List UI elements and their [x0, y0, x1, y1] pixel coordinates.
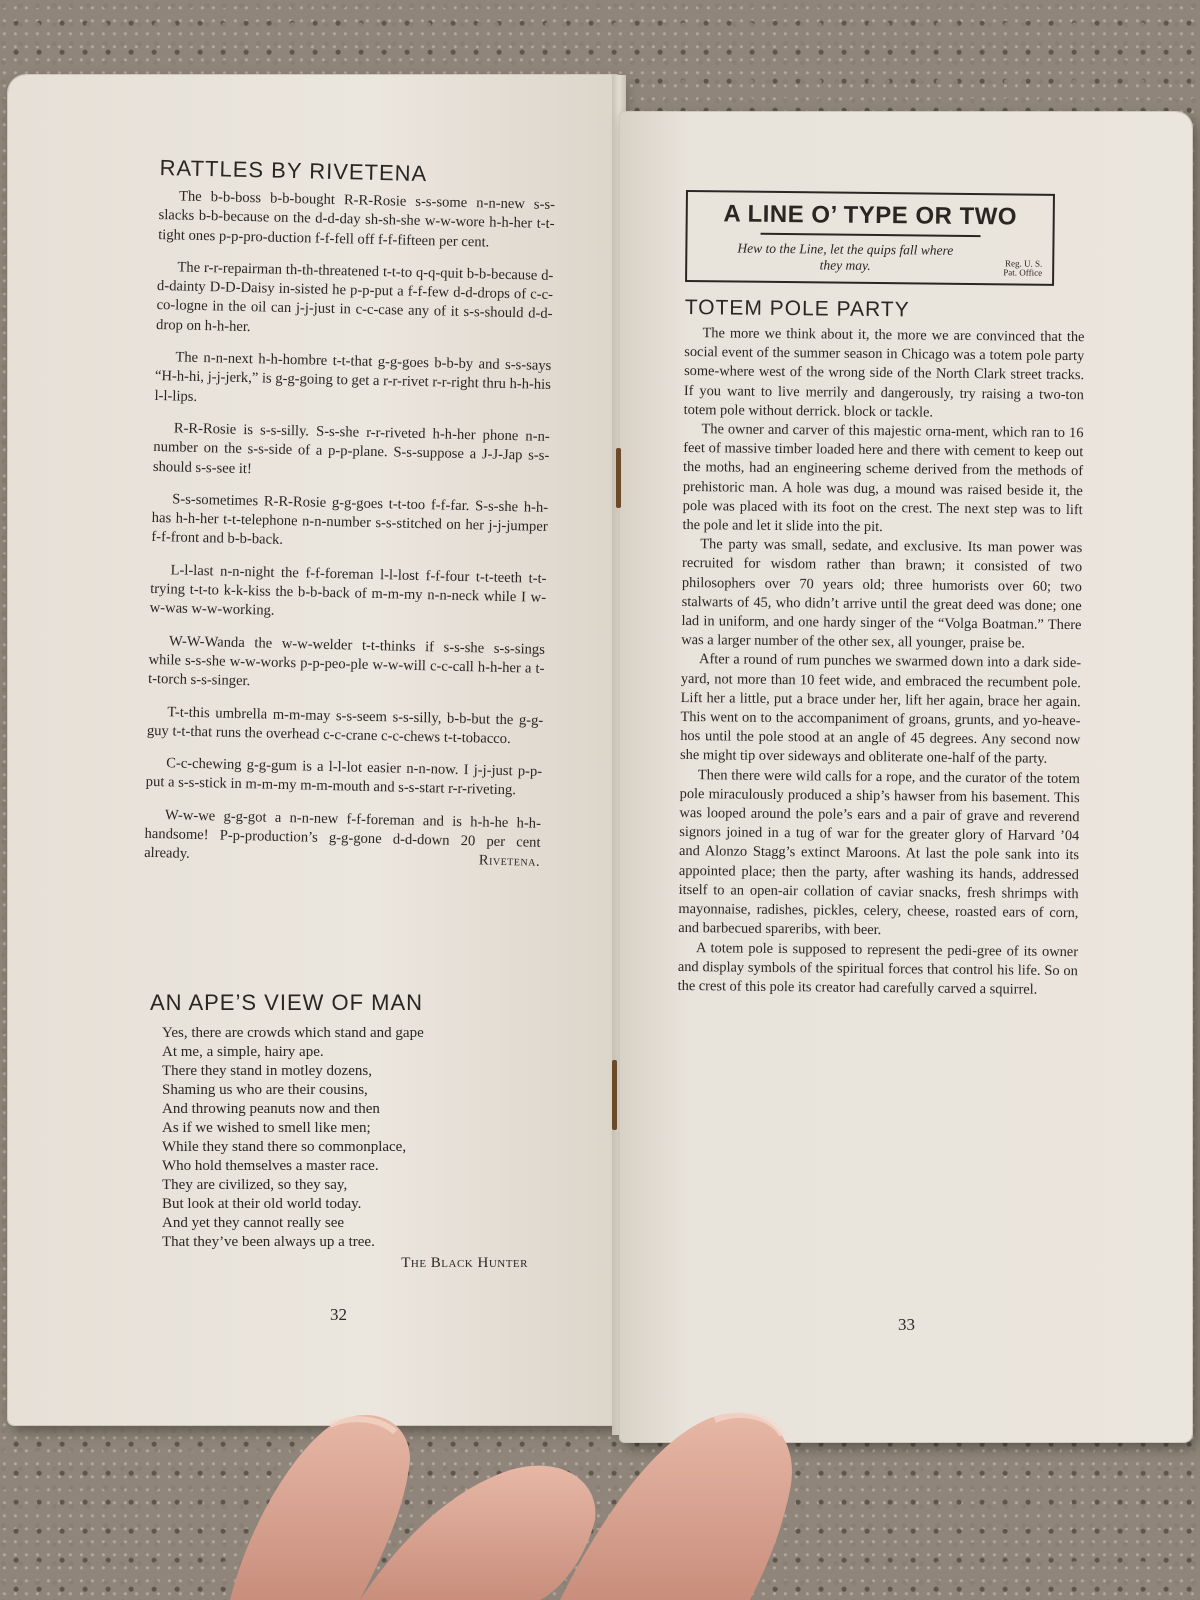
rattles-paragraph: The r-r-repairman th-th-threatened t-t-to q-q-quit b-b-because d-d-dainty D-D-Daisy in-sisted he p-p-put a f-f-few d-d-drops of c-c-co-logne in the oil can j-j-just in c-c-case any of it s-s-should d-d-drop on h-h-her.: [155, 259, 554, 335]
trademark-line: Pat. Office: [1003, 267, 1043, 278]
poem-line: That they’ve been always up a tree.: [162, 1234, 375, 1250]
rattles-paragraph: C-c-chewing g-g-gum is a l-l-lot easier n-n-now. I j-j-just p-p-put a s-s-stick in m-m-my m-m-mouth and s-s-start r-r-riveting.: [145, 755, 543, 799]
rattles-paragraph: L-l-last n-n-night the f-f-foreman l-l-lost f-f-four t-t-teeth t-t-trying t-t-to k-k-kiss the b-b-back of m-m-my n-n-neck while I w-w-was w-w-working.: [149, 562, 547, 620]
rattles-signature: Rivetena.: [478, 852, 541, 871]
totem-paragraph: The more we think about it, the more we are convinced that the social event of the summer season in Chicago was a totem pole party some-where west of the wrong side of the North Clark street tracks. If you want to live merrily and dangerously, try raising a two-ton totem pole without derrick. block or tackle.: [683, 325, 1085, 421]
trademark-line: Reg. U. S.: [1004, 258, 1043, 269]
rattles-paragraph: W-W-Wanda the w-w-welder t-t-thinks if s-s-she s-s-sings while s-s-she w-w-works p-p-peo-ple w-w-will c-c-call h-h-her a t-t-torch s-s-singer.: [147, 632, 546, 690]
poem-line: There they stand in motley dozens,: [162, 1063, 372, 1079]
ape-signature: The Black Hunter: [401, 1255, 528, 1271]
poem-line: Yes, there are crowds which stand and gape: [162, 1025, 424, 1041]
totem-paragraph: The party was small, sedate, and exclusive. Its man power was recruited for wisdom rather than brawn; it consisted of two philosophers over 70 years old; three humorists over 60; two stalwarts of 45, who didn’t arrive until the great deed was done; one lad in uniform, and one hardy singer of the “Volga Boatman.” There was a larger number of the other sex, all younger, praise be.: [681, 536, 1083, 652]
poem-line: They are civilized, so they say,: [162, 1177, 348, 1193]
poem-line: Shaming us who are their cousins,: [162, 1082, 368, 1098]
column-tagline: Hew to the Line, let the quips fall where they may.: [737, 240, 954, 273]
poem-line: As if we wished to smell like men;: [162, 1120, 371, 1136]
rattles-paragraph: The b-b-boss b-b-bought R-R-Rosie s-s-some n-n-new s-s-slacks b-b-because on the d-d-day sh-sh-she w-w-wore h-h-her t-t-tight ones p-p-pro-duction f-f-fell off f-f-fifteen per cent.: [158, 188, 556, 251]
totem-paragraph: Then there were wild calls for a rope, and the curator of the totem pole miraculously produced a ship’s hawser from his basement. This was looped around the pole’s ears and a pair of grave and reverend signors joined in a tug of war for the greater glory of Harvard ’04 and Alonzo Stagg’s extinct Maroons. At last the pole sank into its appointed place; then the party, after washing its hands, addressed itself to an open-air collation of caviar snacks, fresh shrimps with mayonnaise, radishes, pickles, celery, cheese, roasted ears of corn, and barbecued spareribs, with beer.: [678, 766, 1080, 939]
page-number-right: 33: [898, 1315, 915, 1334]
page-number-left: 32: [330, 1305, 347, 1324]
poem-line: At me, a simple, hairy ape.: [162, 1044, 324, 1060]
poem-line: Who hold themselves a master race.: [162, 1158, 379, 1174]
rattles-paragraph: The n-n-next h-h-hombre t-t-that g-g-goes b-b-by and s-s-says “H-h-hi, j-j-jerk,” is g-g-going to get a r-r-rivet r-r-right thru h-h-his l-l-lips.: [154, 349, 552, 405]
rattles-paragraph: T-t-this umbrella m-m-may s-s-seem s-s-silly, b-b-but the g-g-guy t-t-that runs the overhead c-c-crane c-c-chews t-t-tobacco.: [146, 703, 544, 747]
totem-paragraph: A totem pole is supposed to represent the pedi-gree of its owner and display symbols of the spiritual forces that control his life. So on the crest of this pole its creator had carefully carved a squirrel.: [677, 939, 1079, 998]
poem-line: And yet they cannot really see: [162, 1215, 345, 1231]
totem-paragraph: After a round of rum punches we swarmed down into a dark side-yard, not more than 10 feet wide, and embraced the recumbent pole. Lift her a little, put a brace under her, lift her again, brace her again. This went on to the accompaniment of groans, grunts, and yo-heave-hos until the pole stood at an angle of 45 degrees. Any second now she might tip over sideways and obliterate one-half of the party.: [679, 651, 1082, 768]
rattles-title: RATTLES BY RIVETENA: [159, 155, 428, 187]
poem-line: While they stand there so commonplace,: [162, 1139, 407, 1155]
rattles-paragraph: S-s-sometimes R-R-Rosie g-g-goes t-t-too f-f-far. S-s-she h-h-has h-h-her t-t-telephone n-n-number s-s-stitched on her j-j-jumper f-f-front and b-b-back.: [151, 491, 549, 549]
column-title: A LINE O’ TYPE OR TWO: [723, 200, 1018, 231]
totem-paragraph: The owner and carver of this majestic orna-ment, which ran to 16 feet of massive timber loaded here and there with cement to keep out the moths, had an engineering scheme derived from the methods of prehistoric man. A hole was dug, a mound was raised beside it, the pole was placed with its foot on the crest. The next step was to lift the pole and let it slide into the pit.: [682, 421, 1084, 536]
poem-line: But look at their old world today.: [162, 1196, 362, 1212]
rattles-last-paragraph-text: W-w-we g-g-got a n-n-new f-f-foreman and is h-h-he h-h-handsome! P-p-production’s g-g-gone d-d-down 20 per cent already.: [143, 807, 542, 863]
poem-line: And throwing peanuts now and then: [162, 1101, 380, 1117]
totem-title: TOTEM POLE PARTY: [684, 295, 910, 322]
ape-title: AN APE’S VIEW OF MAN: [150, 990, 424, 1015]
rattles-paragraph: R-R-Rosie is s-s-silly. S-s-she r-r-riveted h-h-her phone n-n-number on the s-s-side of a p-p-plane. S-s-suppose a J-J-Jap s-s-should s-s-see it!: [152, 420, 550, 477]
